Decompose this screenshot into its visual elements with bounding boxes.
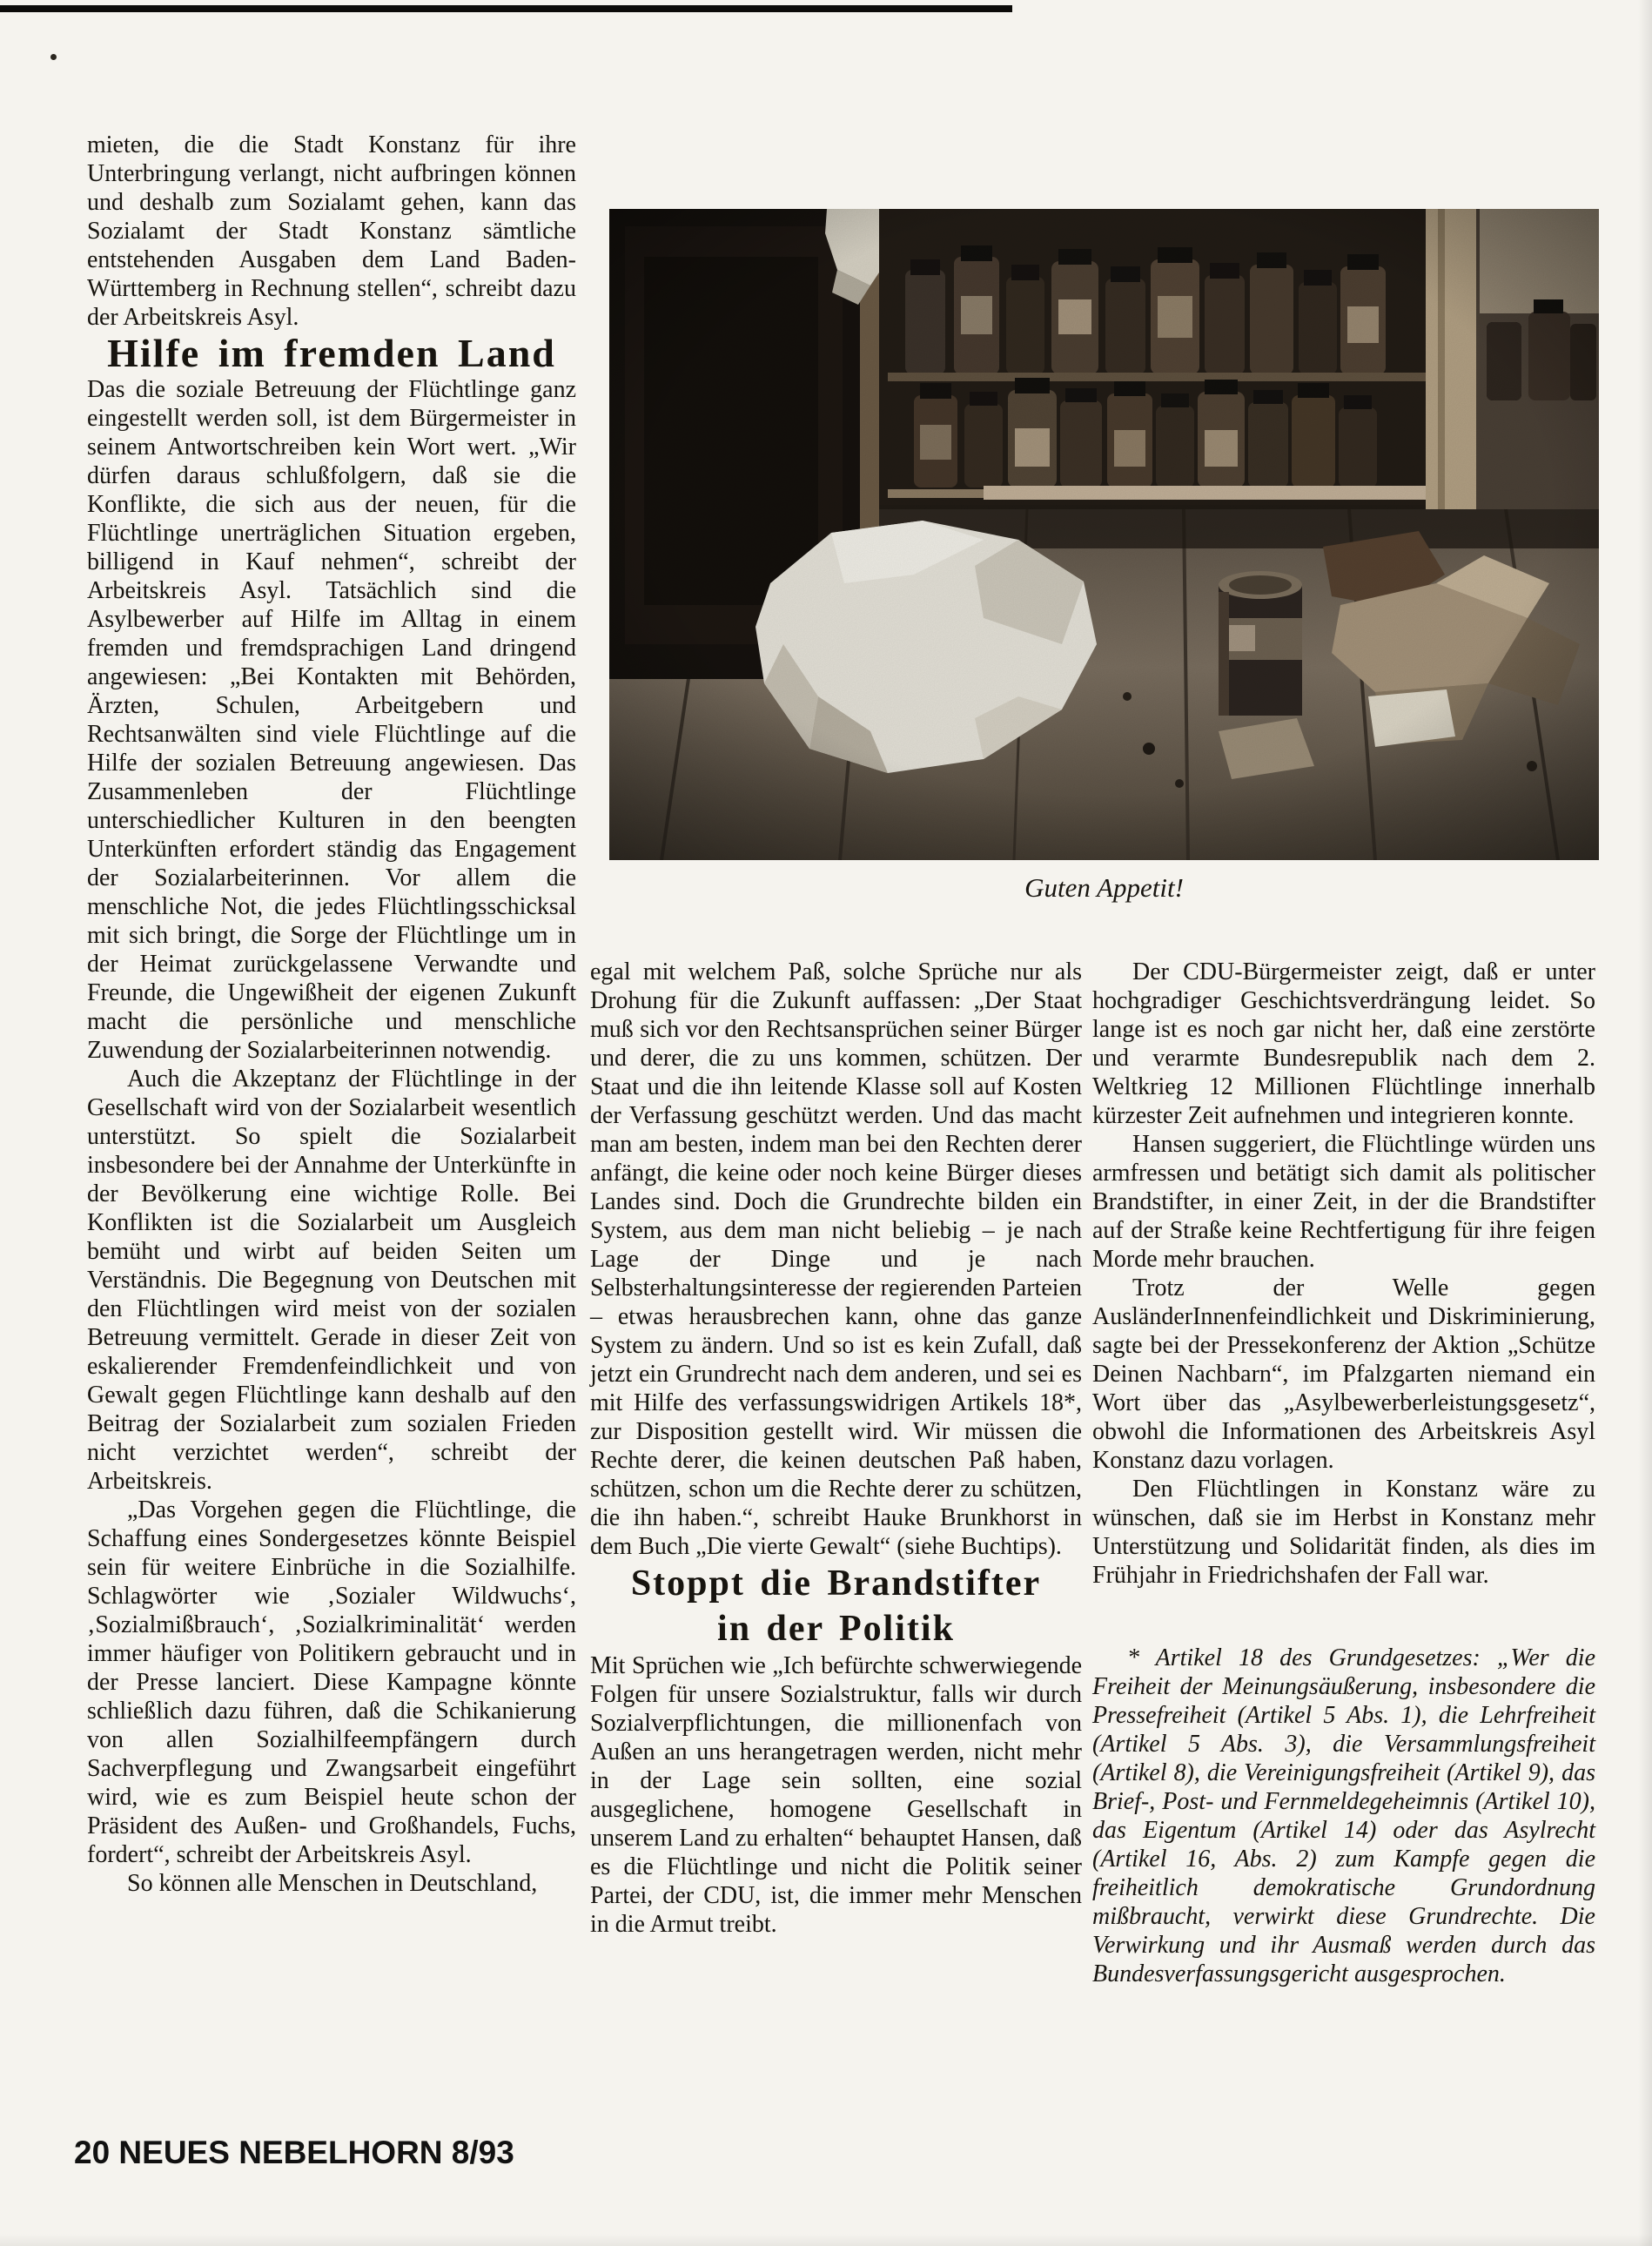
body-paragraph: Hansen suggeriert, die Flüchtlinge würden uns armfressen und betätigt sich damit als politischer Brandstifter, in einer Zeit, in der die Brandstifter auf der Straße keine Rechtfertigung für ihre feigen Morde mehr brauchen. [1092, 1131, 1595, 1273]
photo-caption: Guten Appetit! [1024, 872, 1184, 903]
photo-illustration [609, 209, 1599, 860]
heading-line-2: in der Politik [717, 1609, 955, 1649]
right-column [1092, 958, 1595, 1988]
body-paragraph: Das die soziale Betreuung der Flüchtlinge ganz eingestellt werden soll, ist dem Bürgermeister in seinem Antwortschreiben kein Wort wert. „Wir dürfen daraus schlußfolgern, daß sie die Konflikte, die sich aus der neuen, für die Flüchtlinge unerträglichen Situation ergeben, billigend in Kauf nehmen“, schreibt der Arbeitskreis Asyl. Tatsächlich sind die Asylbewerber auf Hilfe im Alltag in einem fremden und fremdsprachigen Land dringend angewiesen: „Bei Kontakten mit Behörden, Ärzten, Schulen, Arbeitgebern und Rechtsanwälten sind viele Flüchtlinge auf die Hilfe der sozialen Betreuung angewiesen. Das Zusammenleben der Flüchtlinge unterschiedlicher Kulturen in den beengten Unterkünften erfordert ständig das Engagement der Sozialarbeiterinnen. Vor allem die menschliche Not, die jedes Flüchtlingsschicksal mit sich bringt, die Sorge der Flüchtlinge um in der Heimat zurückgelassene Verwandte und Freunde, die Ungewißheit der eigenen Zukunft macht die persönliche und menschliche Zuwendung der Sozialarbeiterinnen notwendig. [87, 376, 576, 1064]
scan-edge-shadow-right [1638, 0, 1652, 2246]
article-heading-stoppt-die-brandstifter [590, 1561, 1082, 1651]
scan-edge-shadow-bottom [0, 2234, 1652, 2246]
footnote-artikel-18 [1092, 1644, 1595, 1988]
body-paragraph: Trotz der Welle gegen AusländerInnenfeindlichkeit und Diskriminierung, sagte bei der Pressekonferenz der Aktion „Schütze Deinen Nachbarn“, im Pfalzgarten niemand ein Wort über das „Asylbewerberleistungsgesetz“, obwohl die Informationen des Arbeitskreis Asyl Konstanz dazu vorlagen. [1092, 1274, 1595, 1474]
body-paragraph: „Das Vorgehen gegen die Flüchtlinge, die Schaffung eines Sondergesetzes könnte Beispiel sein für weitere Einbrüche in die Sozialhilfe. Schlagwörter wie ‚Sozialer Wildwuchs‘, ‚Sozialmißbrauch‘, ‚Sozialkriminalität‘ werden immer häufiger von Politikern gebraucht und in der Presse lanciert. Diese Kampagne könnte schließlich dazu führen, daß die Schikanierung von allen Sozialhilfeempfängern durch Sachverpflegung und Zwangsarbeit eingeführt wird, wie es zum Beispiel heute schon der Präsident des Außen- und Großhandels, Fuchs, fordert“, schreibt der Arbeitskreis Asyl. [87, 1496, 576, 1868]
left-column [87, 131, 576, 1898]
middle-column [590, 958, 1082, 1939]
page-footer: 20 NEUES NEBELHORN 8/93 [74, 2135, 514, 2170]
heading-line-1: Stoppt die Brandstifter [630, 1563, 1042, 1604]
body-paragraph: egal mit welchem Paß, solche Sprüche nur als Drohung für die Zukunft auffassen: „Der Staat muß sich vor den Rechtsansprüchen seiner Bürger und derer, die zu uns kommen, schützen. Der Staat und die ihn leitende Klasse soll auf Kosten der Verfassung geschützt werden. Und das macht man am besten, indem man bei den Rechten derer anfängt, die keine oder noch keine Bürger dieses Landes sind. Doch die Grundrechte bilden ein System, aus dem man nicht beliebig – je nach Lage der Dinge und je nach Selbsterhaltungsinteresse der regierenden Parteien – etwas herausbrechen kann, ohne das ganze System zu ändern. Und so ist es kein Zufall, daß jetzt ein Grundrecht nach dem anderen, und sei es mit Hilfe des verfassungswidrigen Artikels 18*, zur Disposition gestellt wird. Wir müssen die Rechte derer, die keinen deutschen Paß haben, schützen, schon um die Rechte derer zu schützen, die ihn haben.“, schreibt Hauke Brunkhorst in dem Buch „Die vierte Gewalt“ (siehe Buchtips). [590, 958, 1082, 1560]
scan-artifact-top-bar [0, 5, 1012, 12]
body-paragraph: So können alle Menschen in Deutschland, [127, 1870, 538, 1897]
footnote-text: * Artikel 18 des Grundgesetzes: „Wer die Freiheit der Meinungsäußerung, insbesondere die Pressefreiheit (Artikel 5 Abs. 1), die Lehrfreiheit (Artikel 5 Abs. 3), die Versammlungsfreiheit (Artikel 8), die Vereinigungsfreiheit (Artikel 9), das Brief-, Post- und Fernmeldegeheimnis (Artikel 10), das Eigentum (Artikel 14) oder das Asylrecht (Artikel 16, Abs. 2) zum Kampfe gegen die freiheitlich demokratische Grundordnung mißbraucht, verwirkt diese Grundrechte. Die Verwirkung und ihr Ausmaß werden durch das Bundesverfassungsgericht ausgesprochen. [1092, 1644, 1595, 1987]
body-paragraph: Mit Sprüchen wie „Ich befürchte schwerwiegende Folgen für unsere Sozialstruktur, falls wir durch Sozialverpflichtungen, die millionenfach von Außen an uns herangetragen werden, nicht mehr in der Lage sein sollten, eine sozial ausgeglichene, homogene Gesellschaft in unserem Land zu erhalten“ behauptet Hansen, daß es die Flüchtlinge und nicht die Politik seiner Partei, der CDU, ist, die immer mehr Menschen in die Armut treibt. [590, 1652, 1082, 1938]
article-heading-hilfe-im-fremden-land: Hilfe im fremden Land [107, 331, 556, 375]
scan-artifact-dot [50, 54, 57, 60]
body-paragraph: Der CDU-Bürgermeister zeigt, daß er unter hochgradiger Geschichtsverdrängung leidet. So lange ist es noch gar nicht her, daß eine zerstörte und verarmte Bundesrepublik nach dem 2. Weltkrieg 12 Millionen Flüchtlinge innerhalb kürzester Zeit aufnehmen und integrieren konnte. [1092, 958, 1595, 1129]
article-photo [609, 209, 1599, 860]
body-paragraph: Den Flüchtlingen in Konstanz wäre zu wünschen, daß sie im Herbst in Konstanz mehr Unterstützung und Solidarität finden, als dies im Frühjahr in Friedrichshafen der Fall war. [1092, 1476, 1595, 1589]
continuation-paragraph: mieten, die die Stadt Konstanz für ihre Unterbringung verlangt, nicht aufbringen können und deshalb zum Sozialamt gehen, kann das Sozialamt der Stadt Konstanz sämtliche entstehenden Ausgaben dem Land Baden-Württemberg in Rechnung stellen“, schreibt dazu der Arbeitskreis Asyl. [87, 131, 576, 331]
body-paragraph: Auch die Akzeptanz der Flüchtlinge in der Gesellschaft wird von der Sozialarbeit wesentlich unterstützt. So spielt die Sozialarbeit insbesondere bei der Annahme der Unterkünfte in der Bevölkerung eine wichtige Rolle. Bei Konflikten ist die Sozialarbeit um Ausgleich bemüht und wirbt auf beiden Seiten um Verständnis. Die Begegnung von Deutschen mit den Flüchtlingen wird meist von der sozialen Betreuung vermittelt. Gerade in dieser Zeit von eskalierender Fremdenfeindlichkeit und von Gewalt gegen Flüchtlinge kann deshalb auf den Beitrag der Sozialarbeit zum sozialen Frieden nicht verzichtet werden“, schreibt der Arbeitskreis. [87, 1066, 576, 1495]
